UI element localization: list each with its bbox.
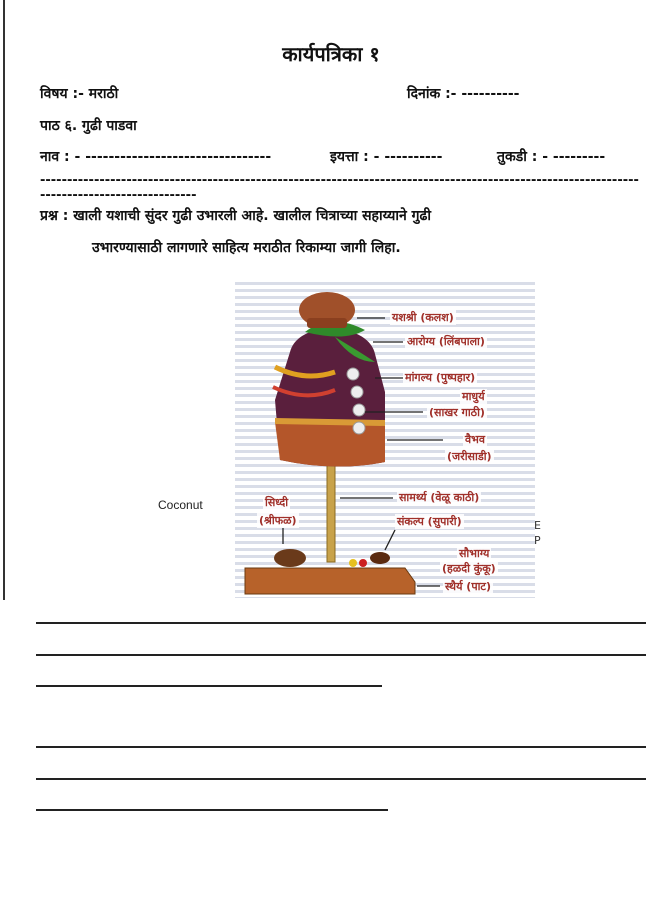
halad [349, 559, 357, 567]
label-sakhar-gathi: (साखर गाठी) [429, 406, 485, 419]
edge-char-2: P [534, 534, 541, 547]
grade-field: इयत्ता : - ---------- [330, 149, 443, 165]
label-pushpahar: मांगल्य (पुष्पहार) [405, 371, 476, 384]
supari [370, 552, 390, 564]
label-shriphal: (श्रीफळ) [259, 514, 297, 527]
answer-line-5[interactable] [36, 778, 646, 780]
answer-line-1[interactable] [36, 622, 646, 624]
subject-field: विषय :- मराठी [40, 86, 119, 102]
answer-line-2[interactable] [36, 654, 646, 656]
saree-border [275, 422, 385, 467]
label-saubhagya: सौभाग्य [459, 547, 490, 560]
edge-char-1: E [534, 519, 541, 532]
answer-line-3[interactable] [36, 685, 382, 687]
label-siddhi: सिध्दी [265, 496, 289, 509]
date-field: दिनांक :- ---------- [407, 86, 520, 102]
label-kalash: यशश्री (कलश) [392, 311, 454, 324]
label-limbpala: आरोग्य (लिंबपाला) [407, 335, 485, 348]
label-jarisadi: (जरीसाडी) [447, 450, 492, 463]
coconut-caption: Coconut [158, 498, 203, 512]
sugar-gathi-1 [347, 368, 359, 380]
label-samarthya: सामर्थ्य (वेळू काठी) [399, 491, 480, 504]
answer-line-6[interactable] [36, 809, 388, 811]
kunku [359, 559, 367, 567]
lesson-title: पाठ ६. गुढी पाडवा [40, 118, 137, 134]
label-sankalp: संकल्प (सुपारी) [397, 515, 462, 528]
name-field: नाव : - -------------------------------- [40, 149, 272, 165]
worksheet-title: कार्यपत्रिका १ [282, 42, 380, 66]
page-left-border [3, 0, 5, 600]
bamboo-stick [327, 462, 335, 562]
division-field: तुकडी : - --------- [497, 149, 606, 165]
section-divider: -------------------------------------------------------------------------------------------------------------------------------------------- [40, 173, 639, 203]
question-line-1: प्रश्न : खाली यशाची सुंदर गुढी उभारली आहे. खालील चित्राच्या सहाय्याने गुढी [40, 208, 431, 224]
answer-line-4[interactable] [36, 746, 646, 748]
wooden-pat [245, 568, 415, 594]
label-madhurya: माधुर्य [462, 390, 485, 403]
sugar-gathi-3 [353, 404, 365, 416]
leader-sankalp [385, 530, 395, 550]
label-sthairya: स्थैर्य (पाट) [445, 580, 491, 593]
label-halad-kunku: (हळदी कुंकू) [442, 562, 496, 575]
label-vaibhav: वैभव [465, 433, 485, 446]
sugar-gathi-2 [351, 386, 363, 398]
coconut-shriphal [274, 549, 306, 567]
question-line-2: उभारण्यासाठी लागणारे साहित्य मराठीत रिकाम्या जागी लिहा. [92, 240, 401, 256]
kalash-rim [307, 318, 347, 328]
sugar-gathi-4 [353, 422, 365, 434]
gudhi-illustration [235, 282, 535, 598]
